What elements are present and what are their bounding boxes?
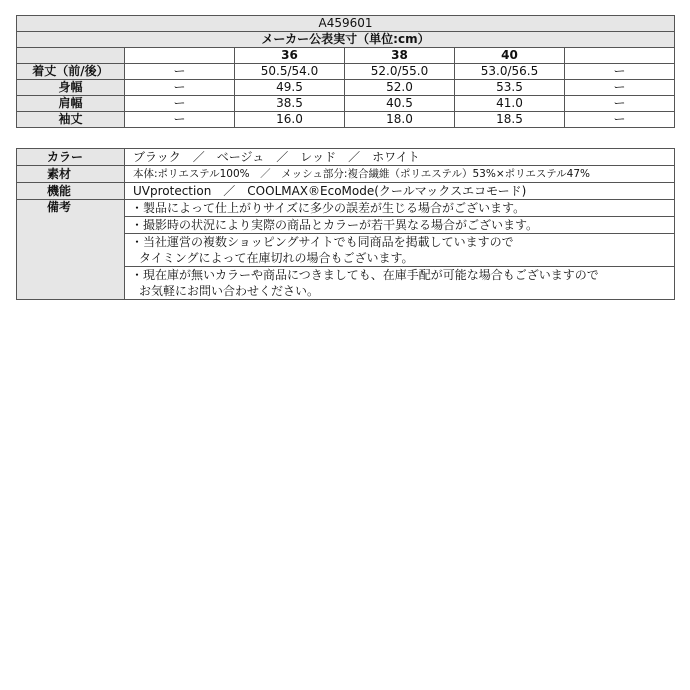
- size-header: 36: [235, 48, 345, 64]
- row-label: 肩幅: [17, 96, 125, 112]
- table-row: [17, 183, 675, 200]
- note-item: [125, 267, 675, 300]
- cell: ー: [125, 112, 235, 128]
- notes-label: 備考: [17, 200, 125, 300]
- cell: 53.5: [455, 80, 565, 96]
- table-subtitle: メーカー公表実寸（単位:cm）: [17, 32, 675, 48]
- note-item: [125, 234, 675, 267]
- size-header: 38: [345, 48, 455, 64]
- note-line: お気軽にお問い合わせください。: [139, 284, 320, 298]
- function-label: 機能: [17, 183, 125, 200]
- row-label: 着丈（前/後）: [17, 64, 125, 80]
- note-item: [125, 200, 675, 217]
- function-value: UVprotection ／ COOLMAX®EcoMode(クールマックスエコモード): [125, 183, 675, 200]
- cell: 38.5: [235, 96, 345, 112]
- row-label: 身幅: [17, 80, 125, 96]
- note-line: タイミングによって在庫切れの場合もございます。: [139, 251, 414, 265]
- cell: 53.0/56.5: [455, 64, 565, 80]
- cell: ー: [125, 64, 235, 80]
- table-row: [17, 149, 675, 166]
- cell: 18.5: [455, 112, 565, 128]
- color-value: ブラック ／ ベージュ ／ レッド ／ ホワイト: [125, 149, 675, 166]
- product-code: A459601: [17, 16, 675, 32]
- table-row: [17, 96, 675, 112]
- cell: 41.0: [455, 96, 565, 112]
- cell: 52.0: [345, 80, 455, 96]
- material-label: 素材: [17, 166, 125, 183]
- cell: ー: [565, 80, 675, 96]
- size-table: [16, 15, 675, 128]
- table-row: [17, 200, 675, 217]
- header-blank: [125, 48, 235, 64]
- cell: ー: [125, 96, 235, 112]
- note-item: [125, 217, 675, 234]
- cell: ー: [565, 64, 675, 80]
- cell: 16.0: [235, 112, 345, 128]
- cell: 52.0/55.0: [345, 64, 455, 80]
- size-header: 40: [455, 48, 565, 64]
- table-row: [17, 112, 675, 128]
- note-line: ・当社運営の複数ショッピングサイトでも同商品を掲載していますので: [131, 235, 514, 249]
- cell: 18.0: [345, 112, 455, 128]
- cell: 50.5/54.0: [235, 64, 345, 80]
- cell: 49.5: [235, 80, 345, 96]
- cell: ー: [565, 112, 675, 128]
- cell: ー: [125, 80, 235, 96]
- table-row: [17, 80, 675, 96]
- size-header: [565, 48, 675, 64]
- row-label: 袖丈: [17, 112, 125, 128]
- note-line: ・現在庫が無いカラーや商品につきましても、在庫手配が可能な場合もございますので: [131, 268, 599, 282]
- info-table: [16, 148, 675, 300]
- note-line: ・撮影時の状況により実際の商品とカラーが若干異なる場合がございます。: [131, 218, 539, 232]
- note-line: ・製品によって仕上がりサイズに多少の誤差が生じる場合がございます。: [131, 201, 526, 215]
- cell: ー: [565, 96, 675, 112]
- table-row: [17, 64, 675, 80]
- material-value: 本体:ポリエステル100% ／ メッシュ部分:複合繊維（ポリエステル）53%×ポリエステル47%: [125, 166, 675, 183]
- cell: 40.5: [345, 96, 455, 112]
- color-label: カラー: [17, 149, 125, 166]
- table-row: [17, 166, 675, 183]
- header-blank: [17, 48, 125, 64]
